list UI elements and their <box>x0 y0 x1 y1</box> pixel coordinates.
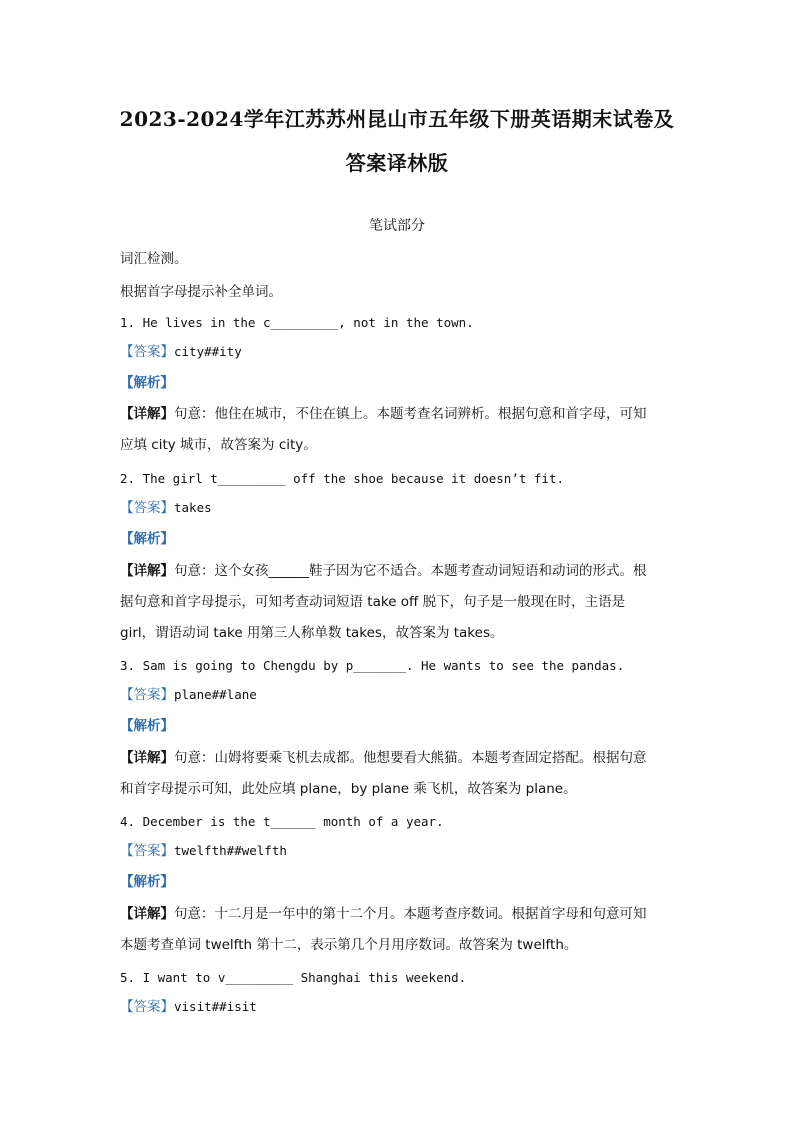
answer-label: 【答案】 <box>120 344 174 360</box>
document-title-line-1: 2023-2024学年江苏苏州昆山市五年级下册英语期末试卷及 <box>119 107 675 131</box>
analysis-label: 【解析】 <box>120 375 174 391</box>
document-title-line-2: 答案译林版 <box>345 151 449 175</box>
detail-label: 【详解】 <box>120 563 174 579</box>
answer-label: 【答案】 <box>120 843 174 859</box>
detail-row-2c: girl，谓语动词 take 用第三人称单数 takes，故答案为 takes。 <box>120 625 504 641</box>
detail-text: 句意：山姆将要乘飞机去成都。他想要看大熊猫。本题考查固定搭配。根据句意 <box>174 750 647 766</box>
analysis-label: 【解析】 <box>120 718 174 734</box>
question-2: 2. The girl t_________ off the shoe because it doesn’t fit. <box>120 471 565 486</box>
question-3: 3. Sam is going to Chengdu by p_______. He wants to see the pandas. <box>120 658 625 673</box>
detail-row-3a <box>120 749 680 767</box>
section-heading: 笔试部分 <box>369 218 425 234</box>
detail-row-2a <box>120 562 680 580</box>
answer-row-5 <box>120 998 680 1017</box>
instruction: 根据首字母提示补全单词。 <box>120 284 282 300</box>
detail-row-4b: 本题考查单词 twelfth 第十二，表示第几个月用序数词。故答案为 twelfth。 <box>120 937 578 953</box>
answer-row-3 <box>120 686 680 705</box>
analysis-row-2 <box>120 530 680 549</box>
analysis-label: 【解析】 <box>120 874 174 890</box>
question-4: 4. December is the t______ month of a year. <box>120 814 444 829</box>
answer-label: 【答案】 <box>120 500 174 516</box>
answer-value: city##ity <box>174 344 242 359</box>
detail-text: 句意：他住在城市，不住在镇上。本题考查名词辨析。根据句意和首字母，可知 <box>174 406 647 422</box>
detail-row-1a <box>120 405 680 423</box>
question-1: 1. He lives in the c_________, not in the town. <box>120 315 474 330</box>
answer-value: visit##isit <box>174 999 257 1014</box>
analysis-row-4 <box>120 873 680 892</box>
detail-label: 【详解】 <box>120 906 174 922</box>
part-heading: 词汇检测。 <box>120 251 188 267</box>
detail-row-2b: 据句意和首字母提示，可知考查动词短语 take off 脱下，句子是一般现在时，主语是 <box>120 594 626 610</box>
answer-value: plane##lane <box>174 687 257 702</box>
answer-value: twelfth##welfth <box>174 843 287 858</box>
detail-row-4a <box>120 905 680 923</box>
answer-row-2 <box>120 499 680 518</box>
analysis-label: 【解析】 <box>120 531 174 547</box>
answer-row-4 <box>120 842 680 861</box>
question-5: 5. I want to v_________ Shanghai this weekend. <box>120 970 467 985</box>
detail-label: 【详解】 <box>120 750 174 766</box>
answer-value: takes <box>174 500 212 515</box>
detail-label: 【详解】 <box>120 406 174 422</box>
answer-label: 【答案】 <box>120 999 174 1015</box>
detail-row-3b: 和首字母提示可知，此处应填 plane，by plane 乘飞机，故答案为 plane。 <box>120 781 577 797</box>
answer-row-1 <box>120 343 680 362</box>
detail-row-1b: 应填 city 城市，故答案为 city。 <box>120 437 317 453</box>
analysis-row-3 <box>120 717 680 736</box>
answer-label: 【答案】 <box>120 687 174 703</box>
detail-text: 句意：十二月是一年中的第十二个月。本题考查序数词。根据首字母和句意可知 <box>174 906 647 922</box>
detail-text: 句意：这个女孩______鞋子因为它不适合。本题考查动词短语和动词的形式。根 <box>174 563 647 579</box>
analysis-row-1 <box>120 374 680 393</box>
